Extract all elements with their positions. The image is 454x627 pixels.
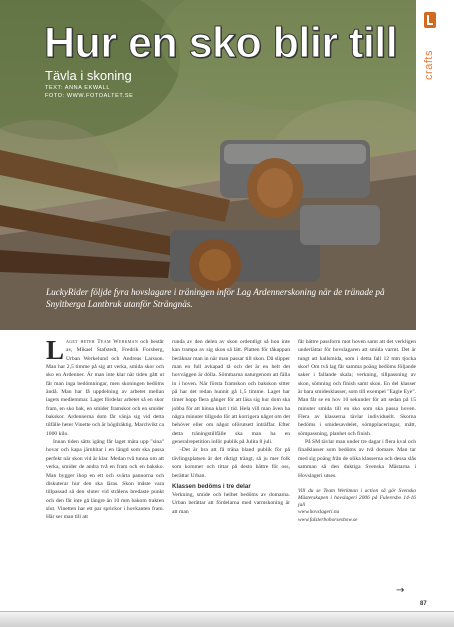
drop-cap: L <box>46 335 65 365</box>
paragraph-text: och består av, Mikael Stafstedt, Fredrik Forsberg, Urban Werkelund och Andreas Larsson. Man har 2,5 timme på sig att verka, smida skor och sko en Ardenner. Är man inte klar när tiden gått ut får man inga bedömningar, men skoningen bedöms ändå. Man har få uppdelning av arbetet mellan lagets medlemmar. Laget fördelar arbetet så en skor fram, en sko bak, en smider framskor och en smider bakskor. Ardennerna dom får vänja sig vid detta tilfälle heter Vinette och är högdräktig. Marchvikt ca 1000 kilo. <box>46 339 164 437</box>
info-box <box>298 488 416 524</box>
crafts-icon <box>424 12 436 28</box>
paragraph: På SM tävlar man under tre dagar i flera kval och finalklasser som bedöms av två domare. Man tar med sig poäng från de olika klasserna och dessa slås samman så den duktiga Svenska Mästarna i Hovslageri utses. <box>298 439 416 479</box>
text-column-2 <box>172 338 290 516</box>
paragraph: får bättre passform mot hoven samt att det verkligen underlättar för hovslagaren att smida varmt. Det är tungt att hallsmida, som i detta fall 12 mm tjocka skor! Om två lag får samma poäng bedöms följande saker i fallande skala; verkning, tillpassning av skon, sömning och finish samt skon. En del klasser är bara smidesklasser, som till exempel "Eagle Eye". Man får se en hov 10 sekunder för att sedan på 15 minuter smida till en sko som ska passa hoven. Flera av klasserna tävlar individuellt. Skorna bedöms i smidesavdelet, sömpplaceringar, mått, sömpassning, planhet och finish. <box>298 339 416 437</box>
photo-caption: LuckyRider följde fyra hovslagare i träningen inför Lag Ardennerskoning när de tränade på Snyltberga Lantbruk utanför Strängnäs. <box>46 287 385 309</box>
paragraph <box>46 335 164 438</box>
subheading: Klassen bedöms i tre delar <box>172 482 251 490</box>
text-column-1 <box>46 335 164 522</box>
page-number: 87 <box>420 601 427 607</box>
credit-photo: FOTO: WWW.FOTOALTET.SE <box>45 93 134 99</box>
viewer-bottom-bar <box>0 611 454 627</box>
credits <box>45 84 133 100</box>
section-label: crafts <box>423 50 435 80</box>
article-subtitle: Tävla i skoning <box>45 68 132 83</box>
link-falsterbo[interactable]: www.falsterbohorseshow.se <box>298 516 358 523</box>
paragraph: Innan tiden sätts igång får laget mäta upp "sina" hovar och kapa järnbitar i en längd som ska passa perfekt när skon vid är klar. Medan två tunna om att verka, smider de andra två en fram och en baksko. Man bygger ihop en ett och svärta pannorna och diskuterar hur den ska läras. Skon måste vara tillpassad så den sluter vid strålens bredaste punkt och den får inte gå längre än 10 mm bakom trakten slut. Vinetten har ett par sprickor i hovkanten fram. Här ser man till att <box>46 439 164 521</box>
article-title: Hur en sko blir till <box>44 19 398 67</box>
info-text: Vill du se Team Werkman i action så gör Svenska Mästerskapen i hovslageri 2006 på Fuleresbo 14-16 juli <box>298 487 416 509</box>
link-hovslageri[interactable]: www.hovslageri.nu <box>298 509 340 516</box>
credit-text: TEXT: ANNA EKWALL <box>45 85 111 91</box>
lead-in: aget heter Team Werkman <box>66 339 139 345</box>
paragraph: –Det är bra att få träna bland publik för på tävlingsplatsen är det riktigt trängt, så ju mer folk som kommer och tittar på desto bättre för oss, berättar Urban. <box>172 447 290 479</box>
paragraph: Verkning, smide och helhet bedöms av domarna. Urban berättar att fördelarna med varmskoning är att man <box>172 491 290 515</box>
text-column-3 <box>298 338 416 524</box>
hero-photo <box>0 0 416 330</box>
paragraph: runda av den delen av skon ordentligt så hon inte kan trampa av sig skon så lätt. Platten för tåkappan beräknar man in när man passar till skon. Då slipper man en full avkapad tå och det är en helt det hovväggen är dölla. Sömmarna naturgenom att fälla in i hoven. När första framskon och bakskon sitter på har det redan hunnit gå 1,5 timme. Laget har timer hopp flera gånger för att läsa sig hur dom ska jobba för att hinna klart i tid. Hela vill man även ha några minuter tillgodo för att korrigera något om det behöver eller om något oförutsett inträffar. Efter detta träningstillfälle ska man ha en generalrepetition inför publik på Julita 8 juli. <box>172 339 290 446</box>
continue-arrow-icon: → <box>396 585 405 596</box>
